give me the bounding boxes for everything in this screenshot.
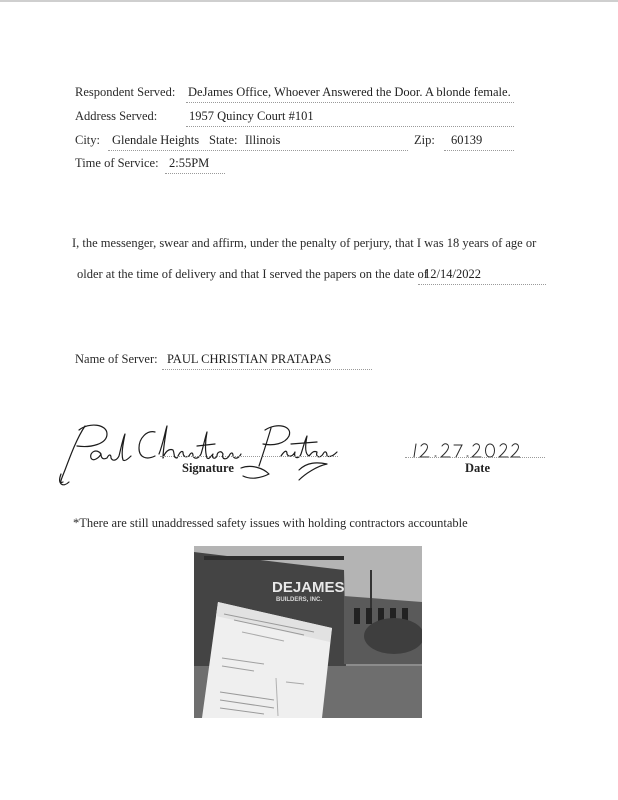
respondent-served-label: Respondent Served: xyxy=(75,85,176,99)
server-name-underline xyxy=(162,369,372,370)
zip-underline xyxy=(444,150,514,151)
server-name-value: PAUL CHRISTIAN PRATAPAS xyxy=(167,352,332,366)
signature-underline xyxy=(160,456,338,457)
photo-illustration xyxy=(194,546,422,718)
time-of-service-label: Time of Service: xyxy=(75,156,159,170)
state-value: Illinois xyxy=(245,133,281,147)
time-of-service-value: 2:55PM xyxy=(169,156,210,170)
time-underline xyxy=(165,173,225,174)
safety-note: *There are still unaddressed safety issues with holding contractors accountable xyxy=(73,516,468,530)
address-served-value: 1957 Quincy Court #101 xyxy=(189,109,314,123)
date-label: Date xyxy=(465,461,490,475)
city-state-underline xyxy=(108,150,408,151)
address-underline xyxy=(186,126,514,127)
service-date-value: 12/14/2022 xyxy=(424,267,481,281)
signature-label: Signature xyxy=(182,461,234,475)
state-label: State: xyxy=(209,133,238,147)
server-name-label: Name of Server: xyxy=(75,352,158,366)
city-label: City: xyxy=(75,133,101,147)
address-served-label: Address Served: xyxy=(75,109,158,123)
page-top-edge xyxy=(0,0,618,2)
handwritten-signature xyxy=(55,418,345,490)
zip-value: 60139 xyxy=(451,133,483,147)
date-underline xyxy=(405,457,545,458)
zip-label: Zip: xyxy=(414,133,435,147)
served-papers-photo xyxy=(194,546,422,718)
building-sign-name: DEJAMES xyxy=(272,579,345,596)
service-date-underline xyxy=(418,284,546,285)
handwritten-date xyxy=(410,440,520,462)
respondent-served-value: DeJames Office, Whoever Answered the Door. A blonde female. xyxy=(188,85,511,99)
city-value: Glendale Heights xyxy=(112,133,200,147)
affirmation-line-2: older at the time of delivery and that I served the papers on the date of xyxy=(77,267,428,281)
affirmation-line-1: I, the messenger, swear and affirm, under the penalty of perjury, that I was 18 years of age or xyxy=(72,236,537,250)
respondent-underline xyxy=(186,102,514,103)
building-sign-subtitle: BUILDERS, INC. xyxy=(276,597,323,603)
